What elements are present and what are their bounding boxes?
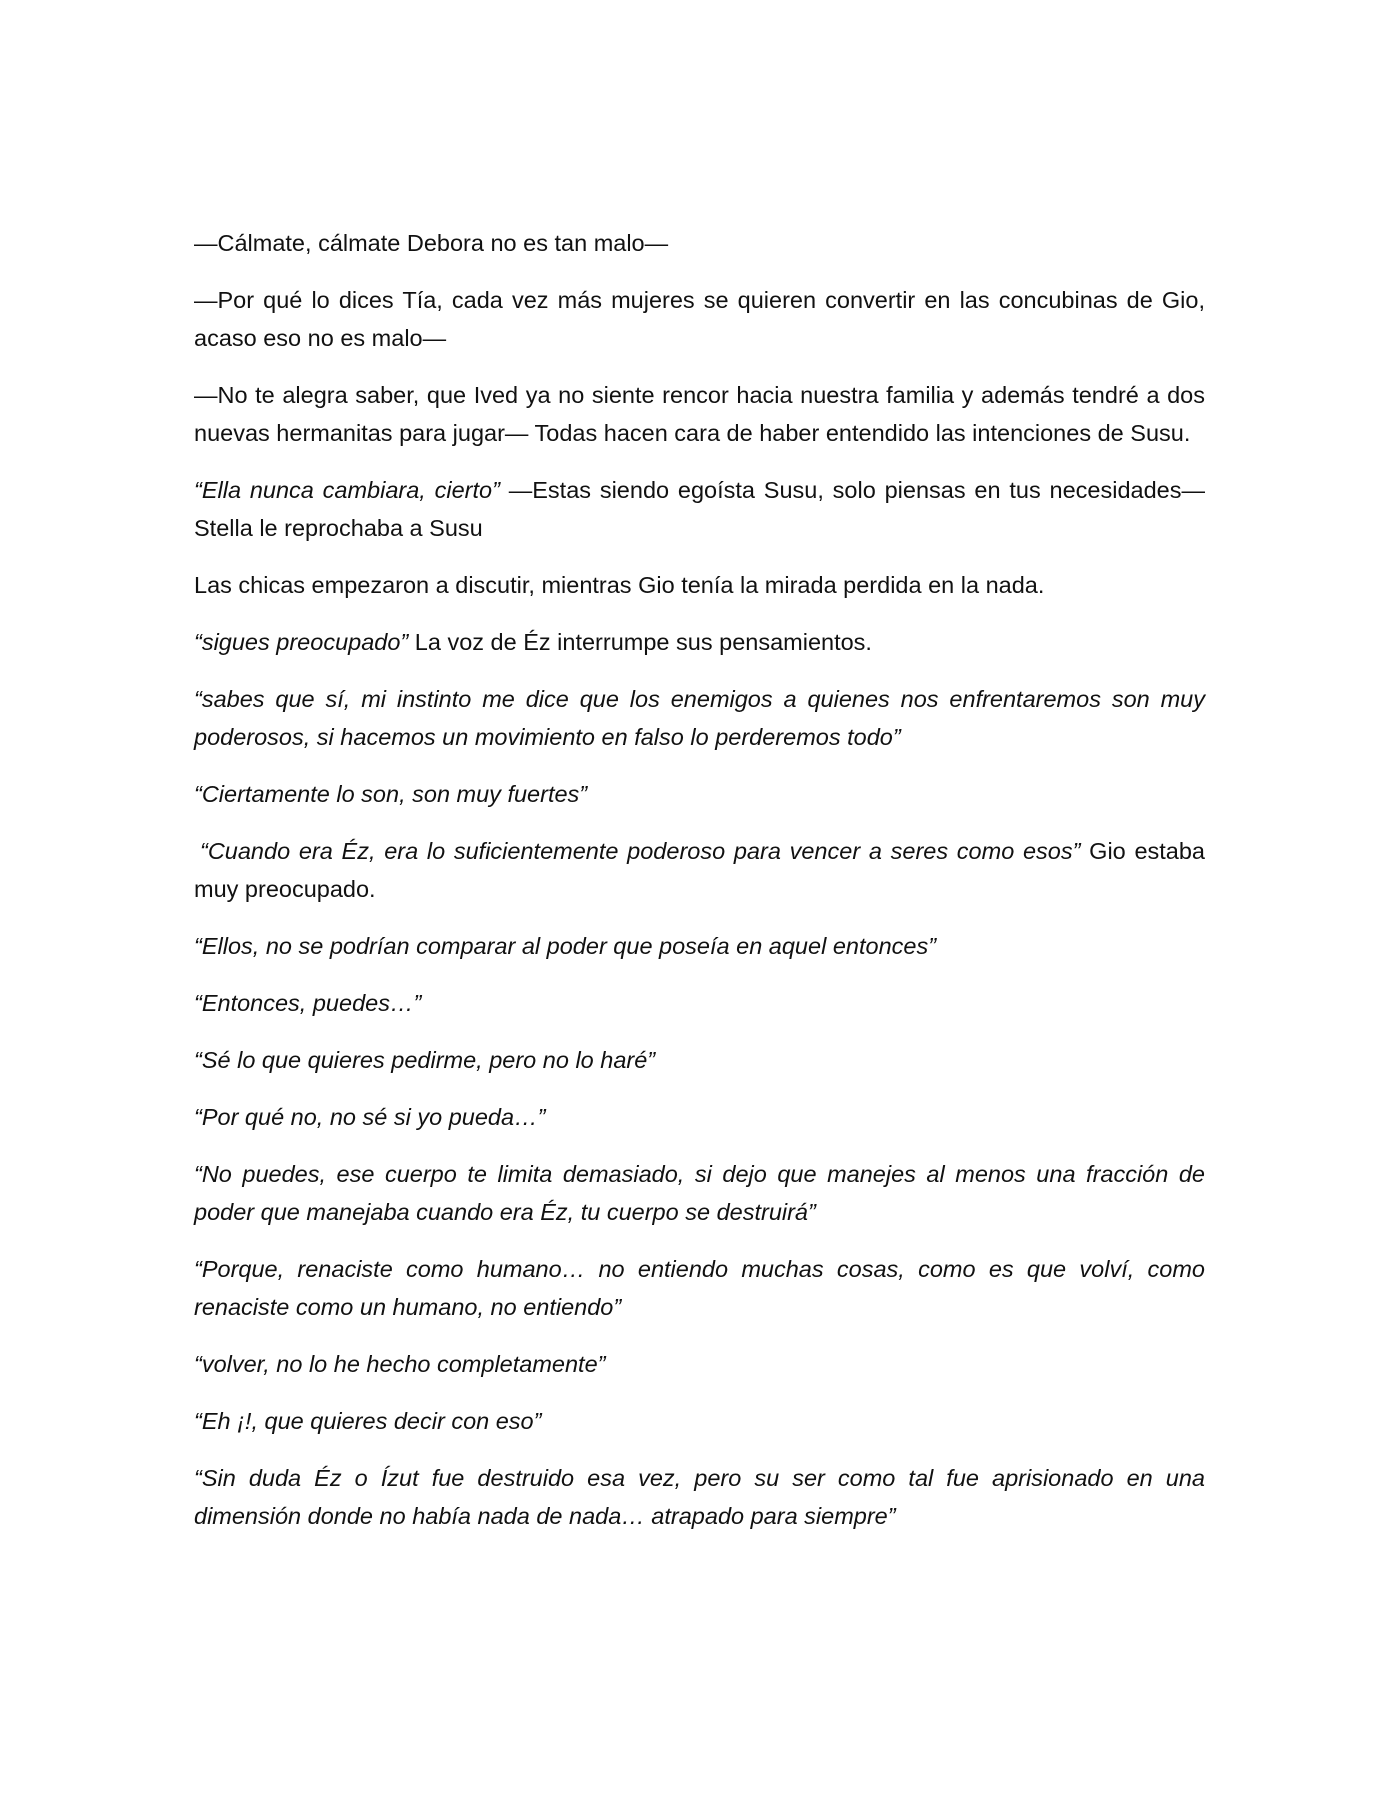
paragraph	[194, 281, 1205, 357]
paragraph	[194, 566, 1205, 604]
paragraph	[194, 623, 1205, 661]
thought-text: “Sin duda Éz o Ízut fue destruido esa vez, pero su ser como tal fue aprisionado en una dimensión donde no había nada de nada… atrapado para siempre”	[194, 1465, 1205, 1529]
paragraph	[194, 1155, 1205, 1231]
thought-text: “Porque, renaciste como humano… no entiendo muchas cosas, como es que volví, como renaciste como un humano, no entiendo”	[194, 1256, 1205, 1320]
dialogue-text: —Estas siendo egoísta Susu, solo piensas en tus necesidades— Stella le reprochaba a Susu	[194, 477, 1205, 541]
thought-text: “Eh ¡!, que quieres decir con eso”	[194, 1408, 542, 1434]
paragraph	[194, 832, 1205, 908]
narration-text: La voz de Éz interrumpe sus pensamientos.	[408, 629, 872, 655]
narration-text: Las chicas empezaron a discutir, mientras Gio tenía la mirada perdida en la nada.	[194, 572, 1045, 598]
narration-text: Gio estaba muy preocupado.	[194, 838, 1205, 902]
thought-text: “Ciertamente lo son, son muy fuertes”	[194, 781, 588, 807]
thought-text: “No puedes, ese cuerpo te limita demasiado, si dejo que manejes al menos una fracción de poder que manejaba cuando era Éz, tu cuerpo se destruirá”	[194, 1161, 1205, 1225]
paragraph	[194, 1098, 1205, 1136]
paragraph	[194, 927, 1205, 965]
thought-text: “Ella nunca cambiara, cierto”	[194, 477, 500, 503]
paragraph	[194, 471, 1205, 547]
thought-text: “sabes que sí, mi instinto me dice que los enemigos a quienes nos enfrentaremos son muy poderosos, si hacemos un movimiento en falso lo perderemos todo”	[194, 686, 1205, 750]
dialogue-text: —Por qué lo dices Tía, cada vez más mujeres se quieren convertir en las concubinas de Gio, acaso eso no es malo—	[194, 287, 1205, 351]
paragraph	[194, 775, 1205, 813]
thought-text: “Entonces, puedes…”	[194, 990, 422, 1016]
paragraph	[194, 1250, 1205, 1326]
paragraph	[194, 1345, 1205, 1383]
dialogue-text: —No te alegra saber, que Ived ya no siente rencor hacia nuestra familia y además tendré a dos nuevas hermanitas para jugar— Todas hacen cara de haber entendido las intenciones de Susu.	[194, 382, 1205, 446]
paragraph	[194, 984, 1205, 1022]
paragraph	[194, 376, 1205, 452]
paragraph	[194, 680, 1205, 756]
dialogue-text: —Cálmate, cálmate Debora no es tan malo—	[194, 230, 669, 256]
thought-text: “sigues preocupado”	[194, 629, 409, 655]
thought-text: “Sé lo que quieres pedirme, pero no lo haré”	[194, 1047, 656, 1073]
document-page	[194, 224, 1205, 1554]
thought-text: “volver, no lo he hecho completamente”	[194, 1351, 606, 1377]
thought-text: “Por qué no, no sé si yo pueda…”	[194, 1104, 546, 1130]
paragraph	[194, 1459, 1205, 1535]
thought-text: “Cuando era Éz, era lo suficientemente poderoso para vencer a seres como esos”	[200, 838, 1081, 864]
paragraph	[194, 1041, 1205, 1079]
paragraph	[194, 224, 1205, 262]
thought-text: “Ellos, no se podrían comparar al poder que poseía en aquel entonces”	[194, 933, 937, 959]
paragraph	[194, 1402, 1205, 1440]
